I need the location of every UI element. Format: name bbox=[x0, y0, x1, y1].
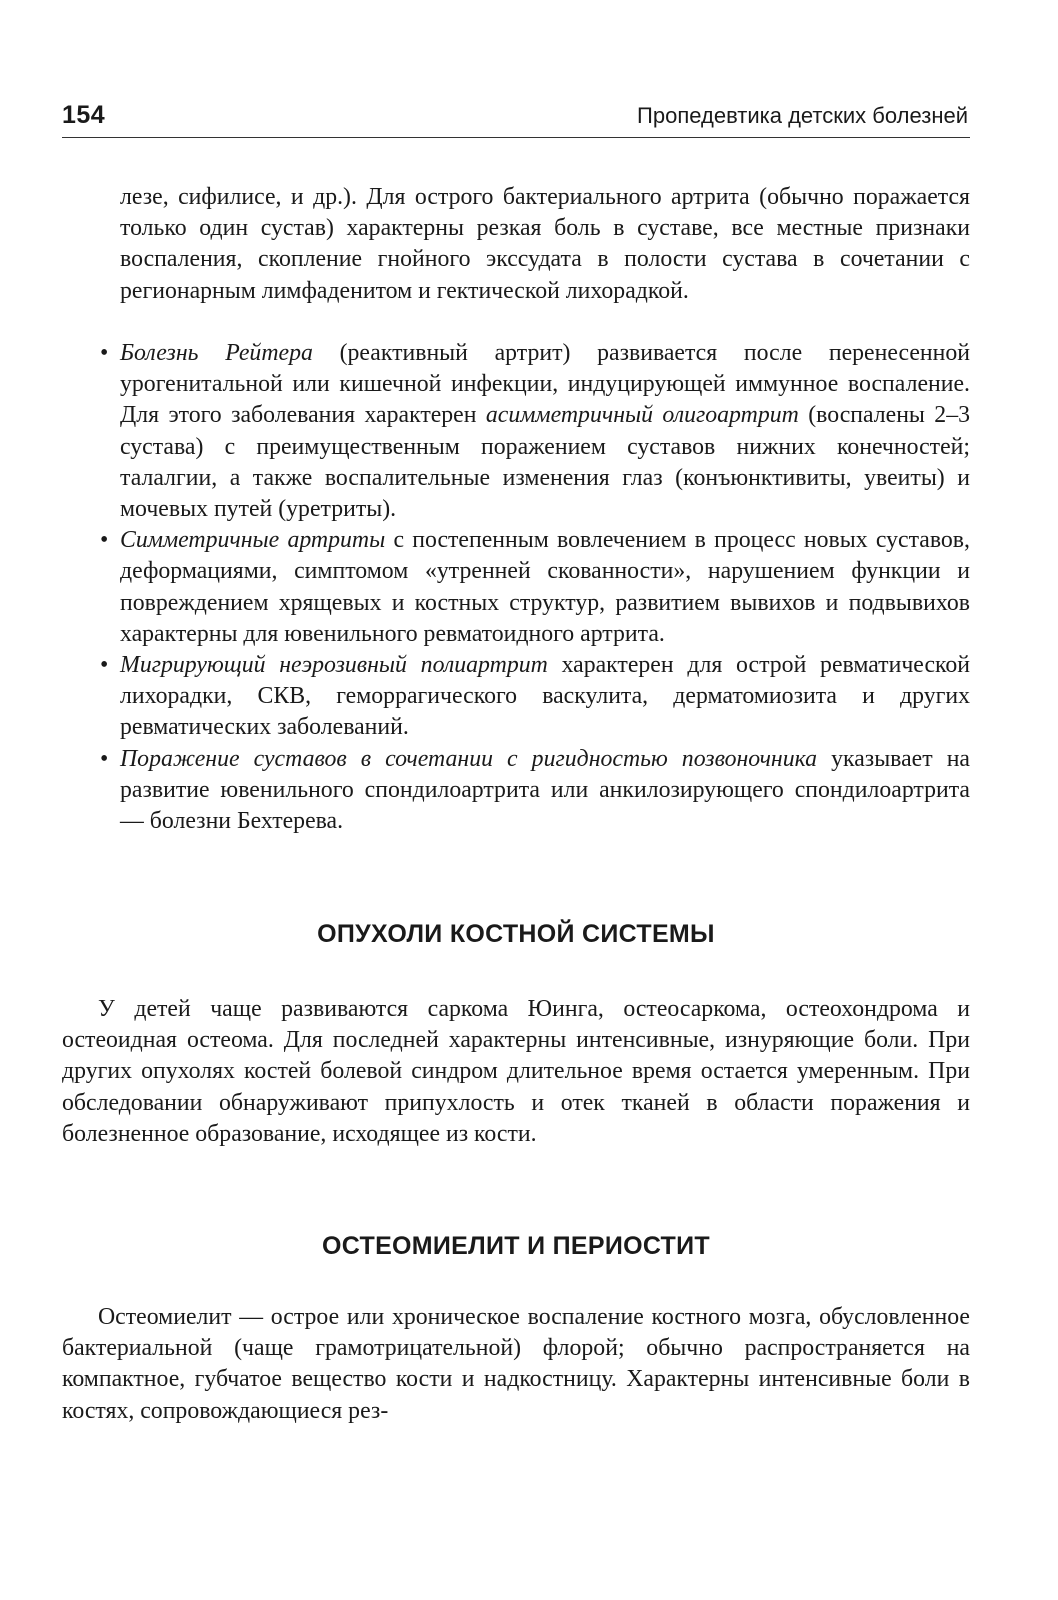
list-item-reiter bbox=[100, 338, 971, 525]
term-symmetric-arthritis: Симметричные артриты bbox=[120, 527, 386, 554]
list-item-migrating-polyarthritis bbox=[100, 650, 970, 744]
list-item-text: (реактивный артрит) развивается после перенесенной урогенитальной или кишечной инфекции, индуцирующей иммунное воспаление. Для этого заболевания характерен bbox=[120, 340, 971, 429]
list-item-symmetric-arthritis bbox=[100, 525, 970, 650]
arthritis-bullet-list bbox=[100, 338, 971, 837]
term-migrating-polyarthritis: Мигрирующий неэрозивный полиартрит bbox=[120, 652, 548, 679]
list-item-spine-rigidity bbox=[100, 744, 970, 838]
bullet-icon: • bbox=[100, 745, 109, 772]
page-number: 154 bbox=[62, 101, 106, 129]
list-item-text: характерен для острой ревматической лихорадки, СКВ, геморрагического васкулита, дерматомиозита и других ревматических заболеваний. bbox=[120, 652, 970, 741]
term-asymmetric-oligoarthritis: асимметричный олигоартрит bbox=[485, 402, 799, 429]
section-heading-osteomyelitis: ОСТЕОМИЕЛИТ И ПЕРИОСТИТ bbox=[322, 1232, 710, 1260]
running-header bbox=[62, 97, 970, 138]
list-item-text: указывает на развитие ювенильного спондилоартрита или анкилозирующего спондилоартрита — болезни Бехтерева. bbox=[120, 745, 970, 835]
paragraph-osteomyelitis: Остеомиелит — острое или хроническое воспаление костного мозга, обусловленное бактериальной (чаще грамотрицательной) флорой; обычно распространяется на компактное, губчатое вещество кости и надкостницу. Характерны интенсивные боли в костях, сопровождающиеся рез- bbox=[62, 1304, 970, 1424]
bullet-icon: • bbox=[100, 527, 109, 554]
term-spine-rigidity: Поражение суставов в сочетании с ригидностью позвоночника bbox=[120, 745, 818, 772]
term-reiter-disease: Болезнь Рейтера bbox=[120, 340, 313, 366]
list-item-text: (воспалены 2–3 сустава) с преимущественным поражением суставов нижних конечностей; талалгии, а также воспалительные изменения глаз (конъюнктивиты, увеиты) и мочевых путей (уретриты). bbox=[120, 402, 970, 523]
bullet-icon: • bbox=[100, 652, 109, 679]
bullet-icon: • bbox=[100, 340, 109, 366]
continued-paragraph: лезе, сифилисе, и др.). Для острого бактериального артрита (обычно поражается только один сустав) характерны резкая боль в суставе, все местные признаки воспаления, скопление гнойного экссудата в полости сустава в сочетании с регионарным лимфаденитом и гектической лихорадкой. bbox=[120, 184, 970, 304]
book-title: Пропедевтика детских болезней bbox=[637, 103, 968, 128]
list-item-text: с постепенным вовлечением в процесс новых суставов, деформациями, симптомом «утренней скованности», нарушением функции и повреждением хрящевых и костных структур, развитием вывихов и подвывихов характерны для ювенильного ревматоидного артрита. bbox=[120, 527, 970, 647]
section-heading-tumors: ОПУХОЛИ КОСТНОЙ СИСТЕМЫ bbox=[317, 920, 715, 948]
paragraph-tumors: У детей чаще развиваются саркома Юинга, остеосаркома, остеохондрома и остеоидная остеома. Для последней характерны интенсивные, изнуряющие боли. При других опухолях костей болевой синдром длительное время остается умеренным. При обследовании обнаруживают припухлость и отек тканей в области поражения и болезненное образование, исходящее из кости. bbox=[62, 996, 970, 1147]
